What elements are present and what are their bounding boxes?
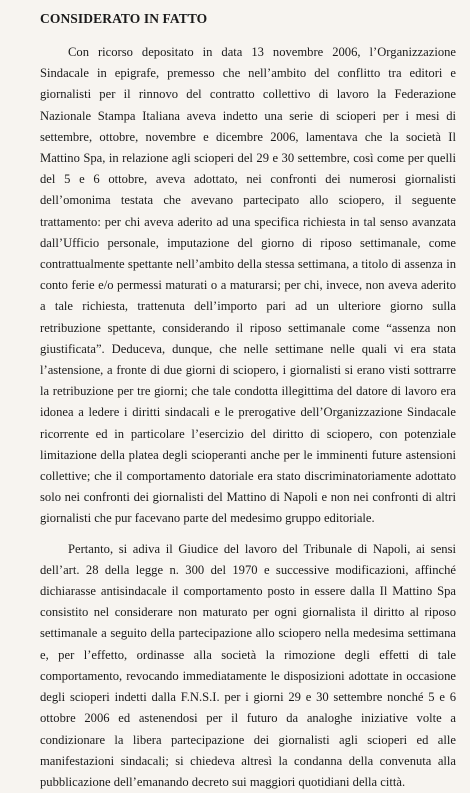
paragraph-1: Con ricorso depositato in data 13 novembre 2006, l’Organizzazione Sindacale in epigrafe, premesso che nell’ambito del conflitto tra editori e giornalisti per il rinnovo del contratto collettivo di lavoro la Federazione Nazionale Stampa Italiana aveva indetto una serie di scioperi per i mesi di settembre, ottobre, novembre e dicembre 2006, lamentava che la società Il Mattino Spa, in relazione agli scioperi del 29 e 30 settembre, così come per quelli del 5 e 6 ottobre, aveva adottato, nei confronti dei numerosi giornalisti dell’omonima testata che avevano partecipato allo sciopero, il seguente trattamento: per chi aveva aderito ad una specifica richiesta in tal senso avanzata dall’Ufficio personale, imputazione del giorno di riposo settimanale, come contrattualmente spettante nell’ambito della stessa settimana, a titolo di assenza in conto ferie e/o permessi maturati o a maturarsi; per chi, invece, non aveva aderito a tale richiesta, trattenuta dell’importo pari ad un ulteriore giorno sulla retribuzione spettante, considerando il riposo settimanale come “assenza non giustificata”. Deduceva, dunque, che nelle settimane nelle quali vi era stata l’astensione, a fronte di due giorni di sciopero, i giornalisti si erano visti sottrarre la retribuzione per tre giorni; che tale condotta illegittima del datore di lavoro era idonea a ledere i diritti sindacali e le prerogative dell’Organizzazione Sindacale ricorrente ed in particolare l’esercizio del diritto di sciopero, con potenziale limitazione della platea degli scioperanti anche per le imminenti future astensioni collettive; che il comportamento datoriale era stato discriminatoriamente adottato solo nei confronti dei giornalisti del Mattino di Napoli e non nei confronti di altri giornalisti che pur facevano parte del medesimo gruppo editoriale. bbox=[40, 45, 456, 526]
paragraph-2: Pertanto, si adiva il Giudice del lavoro del Tribunale di Napoli, ai sensi dell’art. 28 della legge n. 300 del 1970 e successive modificazioni, affinché dichiarasse antisindacale il comportamento posto in essere dalla Il Mattino Spa consistito nel considerare non maturato per ogni giornalista il diritto al riposo settimanale a seguito della partecipazione allo sciopero nella medesima settimana e, per l’effetto, ordinasse alla società la rimozione degli effetti di tale comportamento, revocando immediatamente le disposizioni adottate in occasione degli scioperi indetti dalla F.N.S.I. per i giorni 29 e 30 settembre nonché 5 e 6 ottobre 2006 ed astenendosi per il futuro da analoghe iniziative volte a condizionare la libera partecipazione dei giornalisti agli scioperi ed alle manifestazioni sindacali; si chiedeva altresì la condanna della convenuta alla pubblicazione dell’emanando decreto sui maggiori quotidiani della città. bbox=[40, 541, 456, 789]
section-heading: CONSIDERATO IN FATTO bbox=[40, 11, 208, 26]
